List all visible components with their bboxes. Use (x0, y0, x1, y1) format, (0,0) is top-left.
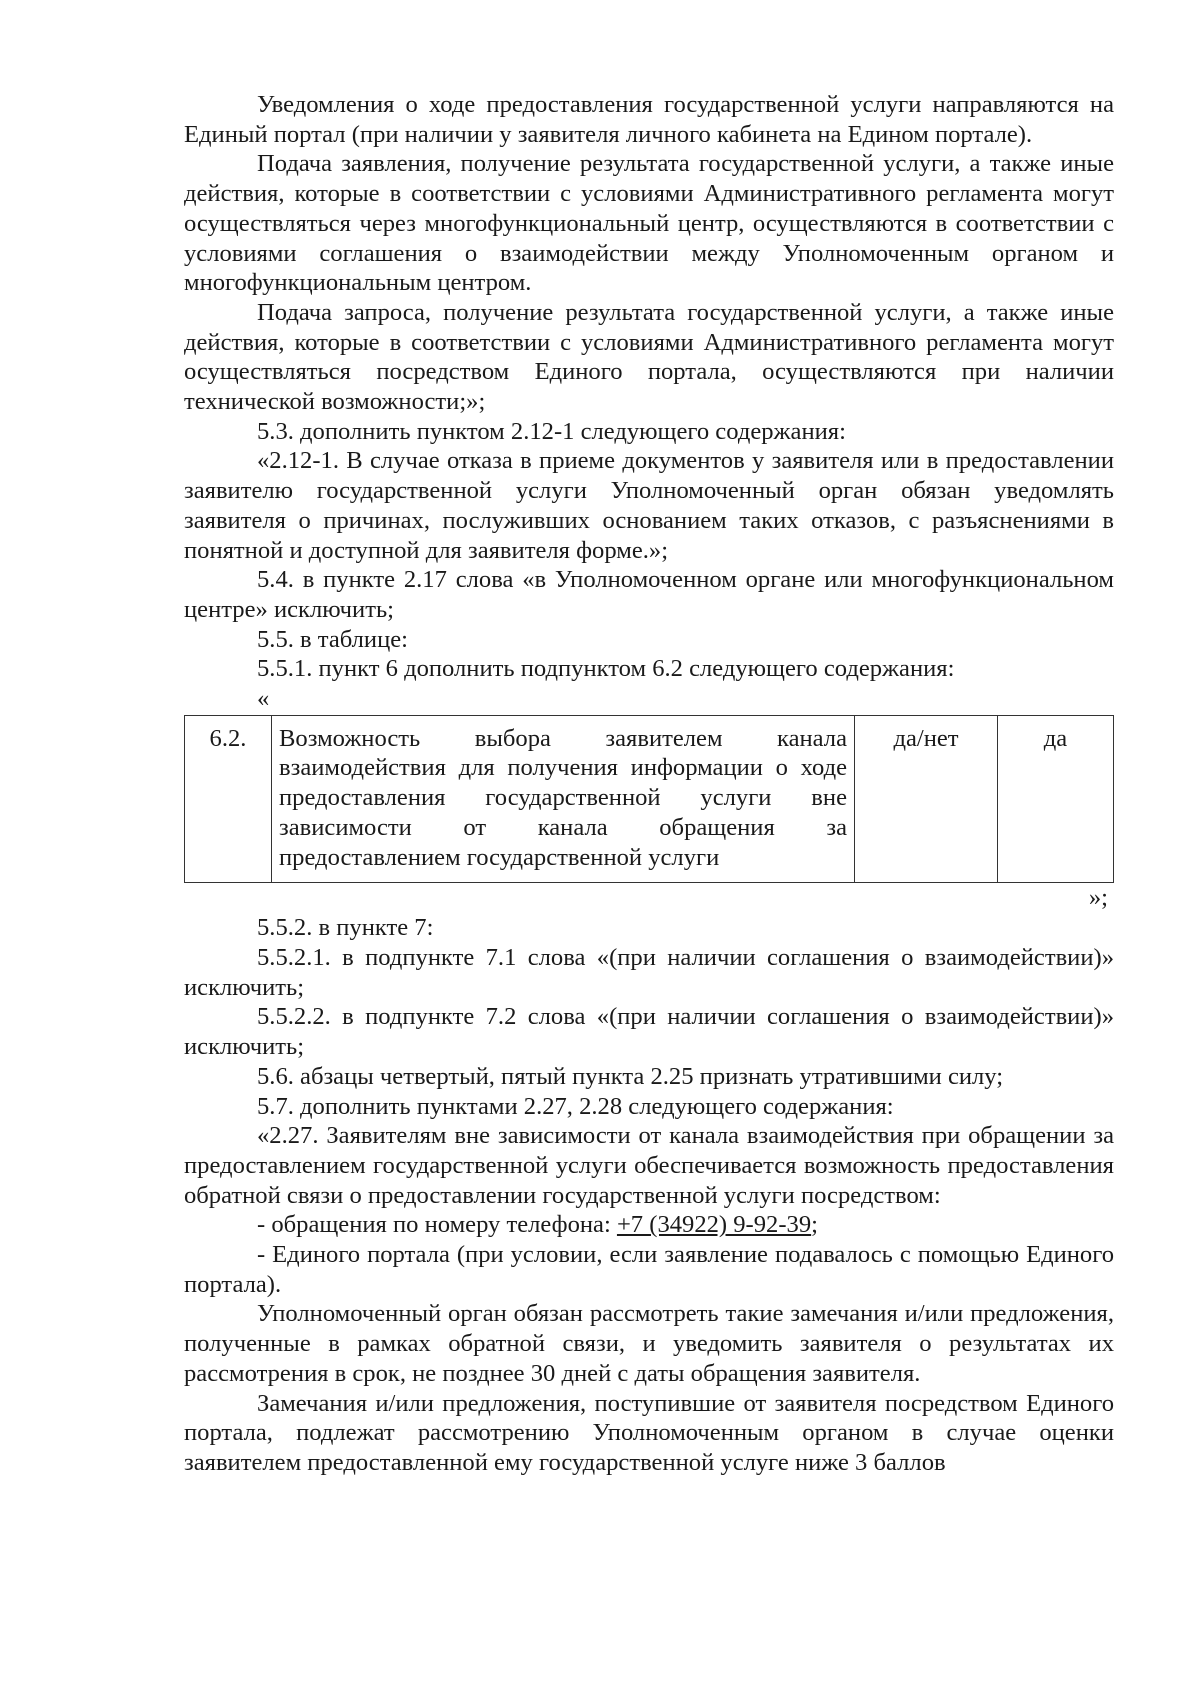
row-unit: да/нет (855, 715, 998, 883)
phone-link[interactable]: +7 (34922) 9-92-39 (616, 1211, 812, 1239)
paragraph: 5.5.1. пункт 6 дополнить подпунктом 6.2 следующего содержания: (257, 655, 955, 683)
paragraph: 5.5. в таблице: (257, 625, 409, 653)
paragraph: 5.5.2.2. в подпункте 7.2 слова «(при наличии соглашения о взаимодействии)» исключить; (184, 1003, 1114, 1061)
table-row (185, 715, 1114, 883)
paragraph: 5.6. абзацы четвертый, пятый пункта 2.25 признать утратившими силу; (257, 1062, 1004, 1090)
row-description: Возможность выбора заявителем канала взаимодействия для получения информации о ходе предоставления государственной услуги вне зависимости от канала обращения за предоставлением государственной услуги (272, 715, 855, 883)
paragraph: 5.5.2.1. в подпункте 7.1 слова «(при наличии соглашения о взаимодействии)» исключить; (184, 943, 1114, 1001)
paragraph: Уполномоченный орган обязан рассмотреть такие замечания и/или предложения, полученные в рамках обратной связи, и уведомить заявителя о результатах их рассмотрения в срок, не позднее 30 дней с даты обращения заявителя. (184, 1300, 1114, 1387)
table (184, 715, 1114, 884)
paragraph: 5.5.2. в пункте 7: (257, 914, 434, 942)
paragraph: «2.12-1. В случае отказа в приеме документов у заявителя или в предоставлении заявителю государственной услуги Уполномоченный орган обязан уведомлять заявителя о причинах, послуживших основанием таких отказов, с разъяснениями в понятной и доступной для заявителя форме.»; (184, 447, 1114, 564)
paragraph: Уведомления о ходе предоставления государственной услуги направляются на Единый портал (при наличии у заявителя личного кабинета на Едином портале). (184, 91, 1114, 148)
paragraph: 5.4. в пункте 2.17 слова «в Уполномоченном органе или многофункциональном центре» исключить; (184, 566, 1114, 623)
paragraph: 5.3. дополнить пунктом 2.12-1 следующего содержания: (257, 417, 846, 445)
phone-paragraph (184, 1210, 1114, 1240)
inserted-table (184, 715, 1114, 884)
paragraph: 5.7. дополнить пунктами 2.27, 2.28 следующего содержания: (257, 1092, 894, 1120)
paragraph: Подача запроса, получение результата государственной услуги, а также иные действия, которые в соответствии с условиями Административного регламента могут осуществляться посредством Единого портала, осуществляются при наличии технической возможности;»; (184, 298, 1114, 416)
row-number: 6.2. (185, 715, 272, 883)
phone-suffix: ; (811, 1211, 818, 1239)
close-quote: »; (1088, 884, 1108, 912)
paragraph: Подача заявления, получение результата государственной услуги, а также иные действия, которые в соответствии с условиями Административного регламента могут осуществляться через многофункциональный центр, осуществляются в соответствии с условиями соглашения о взаимодействии между Уполномоченным органом и многофункциональным центром. (184, 150, 1114, 297)
paragraph: «2.27. Заявителям вне зависимости от канала взаимодействия при обращении за предоставлением государственной услуги обеспечивается возможность предоставления обратной связи о предоставлении государственной услуги посредством: (184, 1122, 1114, 1209)
phone-prefix: - обращения по номеру телефона: (257, 1211, 617, 1239)
paragraph: - Единого портала (при условии, если заявление подавалось с помощью Единого портала). (184, 1241, 1114, 1298)
row-value: да (998, 715, 1114, 883)
open-quote: « (257, 685, 270, 713)
paragraph: Замечания и/или предложения, поступившие от заявителя посредством Единого портала, подлежат рассмотрению Уполномоченным органом в случае оценки заявителем предоставленной ему государственной услуге ниже 3 баллов (184, 1389, 1114, 1476)
